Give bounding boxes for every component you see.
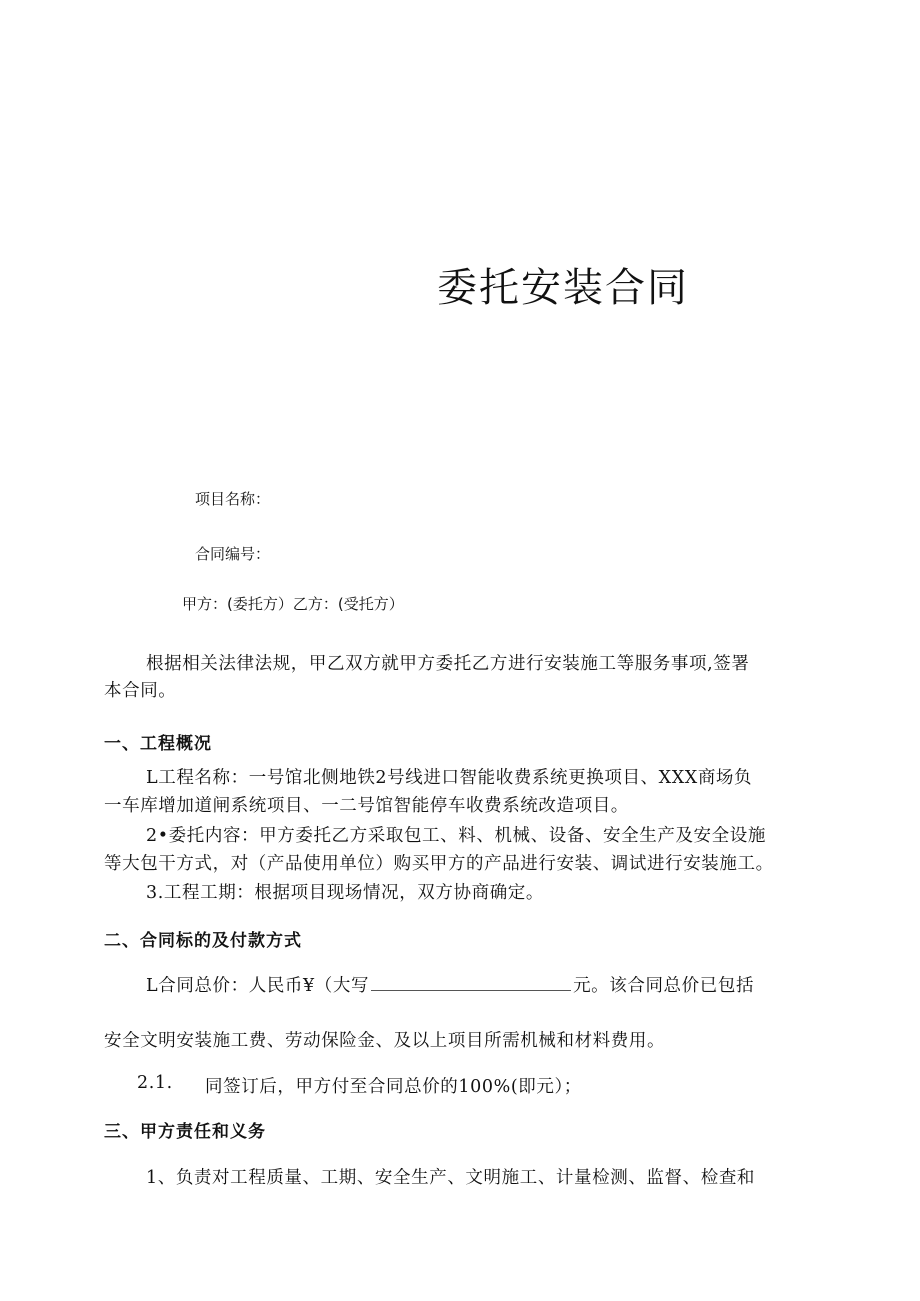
project-name-label: 项目名称： <box>195 490 271 508</box>
section-1-item-1-line-2: 一车库增加道闸系统项目、一二号馆智能停车收费系统改造项目。 <box>104 796 629 816</box>
section-3-heading: 三、甲方责任和义务 <box>104 1122 266 1142</box>
section-2-price-line-2: 安全文明安装施工费、劳动保险金、及以上项目所需机械和材料费用。 <box>104 1031 666 1051</box>
section-1-item-2-line-1: 2•委托内容：甲方委托乙方采取包工、料、机械、设备、安全生产及安全设施 <box>146 826 766 846</box>
intro-line-1: 根据相关法律法规，甲乙双方就甲方委托乙方进行安装施工等服务事项,签署 <box>146 654 750 674</box>
section-2-item-2-1-number: 2.1. <box>137 1073 173 1093</box>
section-2-heading: 二、合同标的及付款方式 <box>104 931 302 951</box>
parties-line: 甲方：(委托方）乙方：(受托方） <box>182 595 404 613</box>
document-title: 委托安装合同 <box>437 265 689 311</box>
section-3-item-1: 1、负责对工程质量、工期、安全生产、文明施工、计量检测、监督、检查和 <box>146 1168 756 1188</box>
contract-no-label: 合同编号： <box>195 545 271 563</box>
section-1-item-3: 3.工程工期：根据项目现场情况，双方协商确定。 <box>146 883 544 903</box>
section-1-heading: 一、工程概况 <box>104 734 212 754</box>
amount-blank-line <box>371 976 571 991</box>
section-1-item-1-line-1: L工程名称：一号馆北侧地铁2号线进口智能收费系统更换项目、XXX商场负 <box>146 768 753 788</box>
intro-line-2: 本合同。 <box>104 681 177 701</box>
price-prefix: L合同总价：人民币¥（大写 <box>146 976 370 996</box>
section-2-price-line <box>146 972 754 997</box>
section-1-item-2-line-2: 等大包干方式，对（产品使用单位）购买甲方的产品进行安装、调试进行安装施工。 <box>104 854 774 874</box>
section-2-item-2-1-text: 同签订后，甲方付至合同总价的100%(即元）； <box>205 1077 582 1097</box>
price-suffix: 元。该合同总价已包括 <box>573 976 755 996</box>
